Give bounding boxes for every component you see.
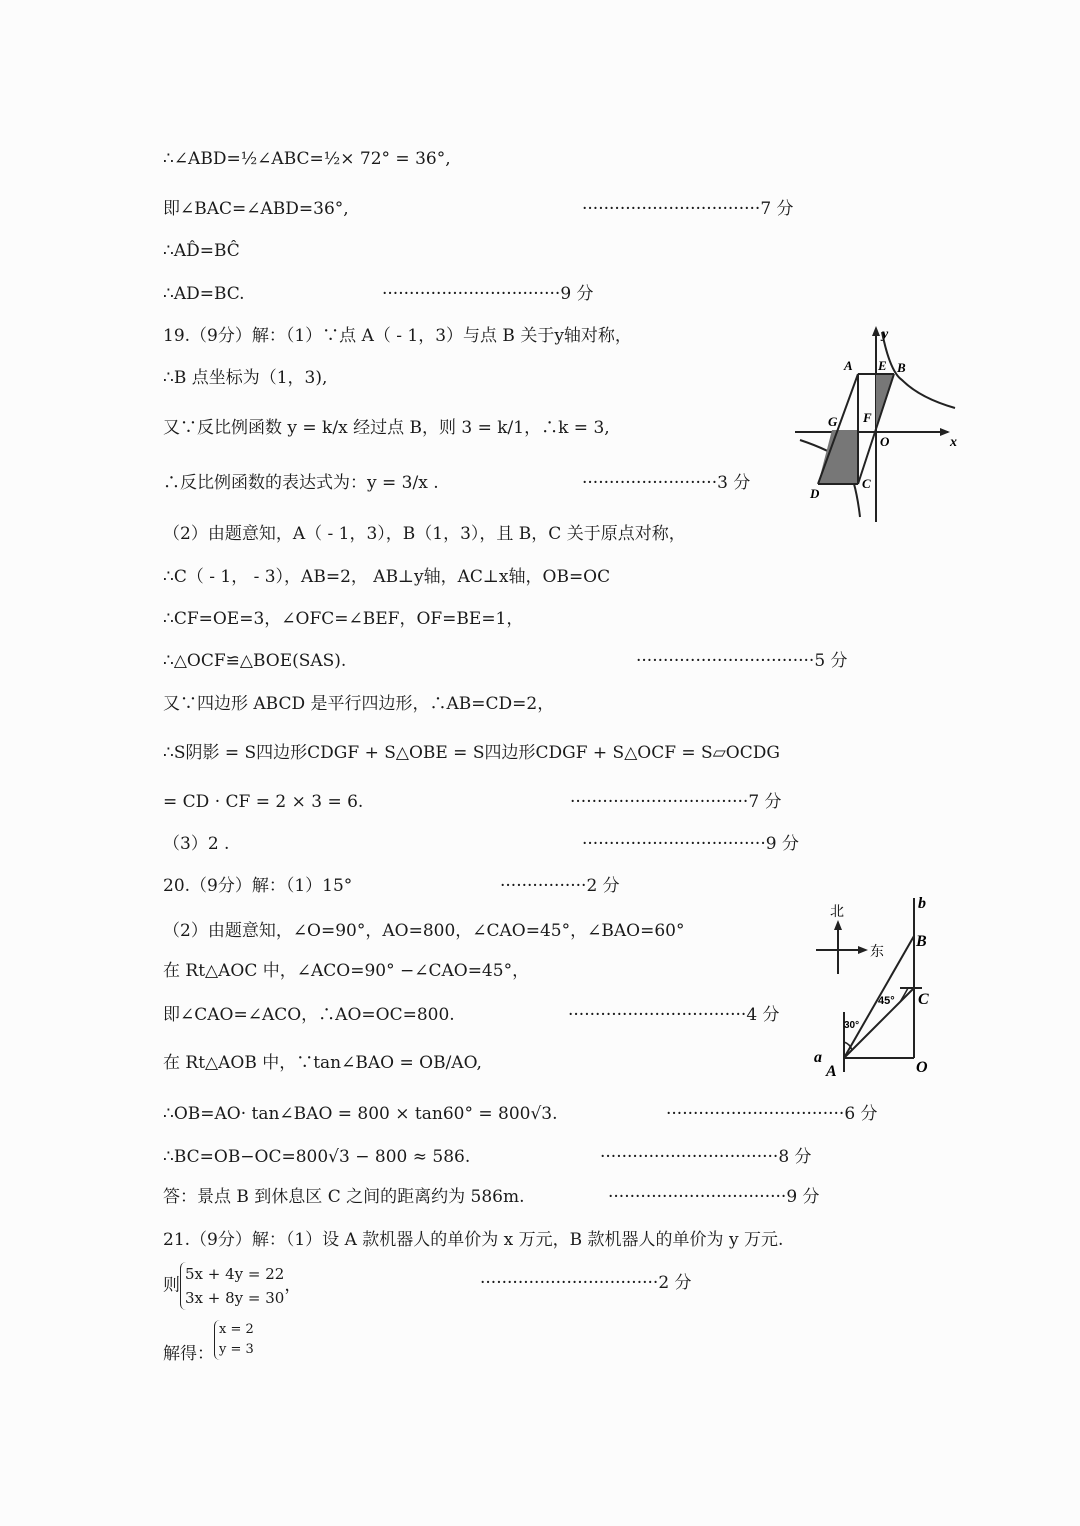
- line-ao-oc: 即∠CAO=∠ACO，∴AO=OC=800.: [163, 1005, 455, 1025]
- label-east: 东: [870, 944, 884, 960]
- line-q19-part3: （3）2 .: [163, 834, 230, 854]
- score-7-q18: ·································7 分: [582, 199, 794, 219]
- line-bac-angle: 即∠BAC=∠ABD=36°,: [163, 199, 349, 219]
- line-q20-part2: （2）由题意知，∠O=90°，AO=800，∠CAO=45°，∠BAO=60°: [163, 921, 685, 941]
- label-g: G: [828, 414, 838, 429]
- angle-30-mark: [844, 1042, 852, 1050]
- solution-brace: [214, 1320, 254, 1360]
- line-bc-value: ∴BC=OB−OC=800√3 − 800 ≈ 586.: [163, 1147, 471, 1167]
- score-3-q19: ·························3 分: [582, 473, 751, 493]
- label-a-line: a: [814, 1049, 822, 1066]
- figure-inverse-function: [790, 322, 965, 527]
- line-q19-intro: 19.（9分）解：（1）∵点 A（ - 1，3）与点 B 关于y轴对称，: [163, 326, 632, 346]
- line-area-value: = CD · CF = 2 × 3 = 6.: [163, 792, 364, 812]
- line-ob-value: ∴OB=AO· tan∠BAO = 800 × tan60° = 800√3.: [163, 1104, 558, 1124]
- x-axis-arrow: [940, 428, 950, 436]
- label-b-point: B: [916, 933, 927, 950]
- label-30: 30°: [844, 1020, 860, 1031]
- label-b-line: b: [918, 895, 926, 912]
- line-area-sum: ∴S阴影 = S四边形CDGF + S△OBE = S四边形CDGF + S△OCF = S▱OCDG: [163, 743, 780, 763]
- label-b: B: [897, 360, 906, 375]
- score-6-q20: ·································6 分: [666, 1104, 878, 1124]
- line-congruent: ∴△OCF≌△BOE(SAS).: [163, 651, 347, 671]
- line-b-coord: ∴B 点坐标为（1，3),: [163, 368, 328, 388]
- label-c-point: C: [918, 991, 929, 1008]
- label-e: E: [878, 358, 887, 373]
- line-function-expr: ∴反比例函数的表达式为：y = 3/x .: [163, 473, 439, 493]
- line-parallelogram: 又∵四边形 ABCD 是平行四边形，∴AB=CD=2，: [163, 694, 555, 714]
- equation-system: [163, 1262, 301, 1310]
- shaded-region-left: [818, 430, 858, 484]
- line-tan-bao: 在 Rt△AOB 中，∵tan∠BAO = OB/AO,: [163, 1053, 482, 1073]
- score-9-q18: ·································9 分: [382, 284, 594, 304]
- score-2-q21: ·································2 分: [480, 1273, 692, 1293]
- equation-brace: [180, 1262, 284, 1310]
- line-aco-angle: 在 Rt△AOC 中，∠ACO=90° −∠CAO=45°，: [163, 961, 530, 981]
- line-k-value: 又∵反比例函数 y = k/x 经过点 B，则 3 = k/1，∴k = 3,: [163, 418, 610, 438]
- line-arc-equal: ∴AD̂=BĈ: [163, 241, 240, 261]
- y-axis-arrow: [872, 326, 880, 336]
- compass-east-arrow: [858, 946, 868, 954]
- solution-x: x = 2: [219, 1322, 254, 1337]
- equation-suffix: ，: [284, 1275, 302, 1296]
- line-q21-intro: 21.（9分）解：（1）设 A 款机器人的单价为 x 万元，B 款机器人的单价为 y 万元.: [163, 1230, 784, 1250]
- label-d: D: [810, 486, 820, 501]
- score-7-q19: ·································7 分: [570, 792, 782, 812]
- line-abd-angle: ∴∠ABD=½∠ABC=½× 72° = 36°,: [163, 149, 451, 169]
- label-north: 北: [830, 904, 844, 920]
- score-5-q19: ·································5 分: [636, 651, 848, 671]
- compass-north-arrow: [834, 920, 842, 930]
- equation-1: 5x + 4y = 22: [185, 1265, 285, 1283]
- label-f: F: [863, 410, 872, 425]
- solution-prefix: 解得：: [163, 1343, 214, 1364]
- score-9-q19: ··································9 分: [582, 834, 799, 854]
- label-x: x: [950, 435, 957, 450]
- label-a: A: [844, 358, 853, 373]
- equation-2: 3x + 8y = 30: [185, 1289, 285, 1307]
- score-2-q20: ················2 分: [500, 876, 620, 896]
- figure-direction-triangle: [808, 892, 943, 1082]
- score-9-q20: ·································9 分: [608, 1187, 820, 1207]
- label-a-point: A: [826, 1063, 837, 1080]
- line-answer: 答：景点 B 到休息区 C 之间的距离约为 586m.: [163, 1187, 525, 1207]
- label-y: y: [882, 327, 889, 342]
- hyperbola-branch-q1: [882, 332, 955, 408]
- label-45: 45°: [878, 995, 895, 1007]
- solution-system: [163, 1320, 254, 1364]
- line-cf-oe: ∴CF=OE=3，∠OFC=∠BEF，OF=BE=1，: [163, 609, 524, 629]
- equation-prefix: 则: [163, 1275, 180, 1296]
- label-c: C: [862, 476, 871, 491]
- label-o-point: O: [916, 1059, 928, 1076]
- score-4-q20: ·································4 分: [568, 1005, 780, 1025]
- score-8-q20: ·································8 分: [600, 1147, 812, 1167]
- label-o: O: [880, 434, 890, 449]
- line-q20-intro: 20.（9分）解：（1）15°: [163, 876, 353, 896]
- line-ad-bc: ∴AD=BC.: [163, 284, 245, 304]
- line-q19-part2: （2）由题意知，A（ - 1，3），B（1，3），且 B，C 关于原点对称，: [163, 524, 686, 544]
- line-c-coord: ∴C（ - 1， - 3），AB=2， AB⊥y轴，AC⊥x轴，OB=OC: [163, 567, 611, 587]
- solution-y: y = 3: [219, 1342, 254, 1357]
